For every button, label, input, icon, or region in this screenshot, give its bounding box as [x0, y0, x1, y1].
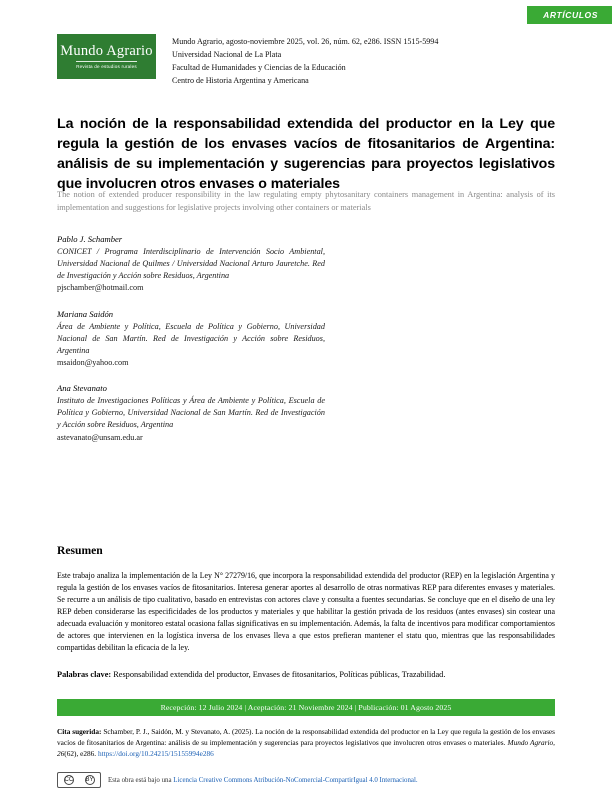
author-email[interactable]: astevanato@unsam.edu.ar [57, 432, 143, 442]
author-affiliation: CONICET / Programa Interdisciplinario de Intervención Socio Ambiental, Universidad Nacional de Quilmes / Universidad Nacional Arturo Jauretche. Red de Investigación y Acción sobre Residuos, Argentina [57, 247, 325, 281]
journal-logo [57, 34, 156, 79]
keywords-section [57, 669, 555, 681]
license-notice [57, 772, 555, 788]
author-affiliation: Instituto de Investigaciones Políticas y Área de Ambiente y Política, Escuela de Política y Gobierno, Universidad Nacional de San Martín. Red de Investigación y Acción sobre Residuos, Argentina [57, 396, 325, 430]
author-email[interactable]: pjschamber@hotmail.com [57, 283, 144, 293]
author-entry [57, 309, 325, 370]
author-entry [57, 234, 325, 295]
keywords-list: Responsabilidad extendida del productor, Envases de fitosanitarios, Políticas públicas, Trazabilidad. [113, 670, 446, 679]
keywords-label: Palabras clave: [57, 670, 112, 679]
section-ribbon: ARTÍCULOS [527, 6, 612, 24]
journal-meta-line-2: Universidad Nacional de La Plata [172, 50, 282, 60]
abstract-heading: Resumen [57, 544, 103, 557]
license-prefix: Esta obra está bajo una [108, 776, 172, 784]
suggested-citation [57, 727, 555, 760]
masthead [57, 34, 557, 87]
journal-metadata [172, 34, 438, 87]
author-name: Mariana Saidón [57, 308, 114, 319]
citation-text: Schamber, P. J., Saidón, M. y Stevanato, A. (2025). La noción de la responsabilidad extendida del productor en la Ley que regula la gestión de los envases vacíos de fitosanitarios de Argentina: análisis de su implementación y sugerencias para proyectos legislativos que involucren otros envases o materiales. [57, 727, 556, 747]
author-email[interactable]: msaidon@yahoo.com [57, 357, 129, 367]
author-entry [57, 383, 325, 444]
journal-meta-line-4: Centro de Historia Argentina y Americana [172, 76, 309, 86]
journal-logo-title: Mundo Agrario [60, 42, 153, 59]
author-name: Ana Stevanato [57, 383, 107, 394]
journal-meta-line-3: Facultad de Humanidades y Ciencias de la Educación [172, 63, 346, 73]
citation-label: Cita sugerida: [57, 727, 102, 736]
citation-journal: Mundo Agrario, 26 [57, 737, 555, 758]
cc-mark-icon: CC [64, 777, 74, 783]
citation-doi-link[interactable]: https://doi.org/10.24215/15155994e286 [97, 748, 214, 758]
license-link[interactable]: Licencia Creative Commons Atribución-NoComercial-CompartirIgual 4.0 Internacional. [173, 776, 418, 784]
article-title-spanish: La noción de la responsabilidad extendida del productor en la Ley que regula la gestión de los envases vacíos de fitosanitarios de Argentina: análisis de su implementación y sugerencias para proyectos legislativos que involucren otros envases o materiales [57, 115, 555, 193]
cc-by-mark-icon: BY [85, 777, 94, 783]
journal-logo-subtitle: Revista de estudios rurales [76, 61, 137, 69]
author-name: Pablo J. Schamber [57, 234, 123, 244]
citation-issue: (62), e286. [64, 748, 97, 758]
journal-meta-line-1: Mundo Agrario, agosto-noviembre 2025, vol. 26, núm. 62, e286. ISSN 1515-5994 [172, 37, 439, 46]
abstract-body: Este trabajo analiza la implementación de la Ley N° 27279/16, que incorpora la responsabilidad extendida del productor (REP) en la legislación Argentina y regula la gestión de los envases vacíos de fitosanitarios. Interesa generar aportes al desarrollo de otras normativas REP para diferentes envases y materiales. Se recurre a un análisis de tipo cualitativo, basado en entrevistas con actores clave y consulta a fuentes secundarias. Se concluye que en el diseño de una ley REP deben considerarse las especificidades de los productos y materiales y que habilitar la gestión privada de los residuos (antes envases) sin costear una adecuada evaluación y monitoreo estatal ocasiona fallas significativas en su implementación. Además, la falta de incentivos para modificar comportamientos de actores que intervienen en la logística inversa de los envases lleva a que estos prefieran mantener el statu quo, mientras que las responsabilidades compartidas debilitan la eficacia de la ley. [57, 571, 555, 653]
article-title-english: The notion of extended producer responsibility in the law regulating empty phytosanitary containers management in Argentina: analysis of its implementation and suggestions for legislative projects involving other containers or materials [57, 190, 555, 213]
publication-dates-bar: Recepción: 12 Julio 2024 | Aceptación: 21 Noviembre 2024 | Publicación: 01 Agosto 2025 [57, 699, 555, 716]
creative-commons-icon [57, 772, 101, 788]
author-list [57, 234, 325, 458]
author-affiliation: Área de Ambiente y Política, Escuela de Política y Gobierno, Universidad Nacional de San Martín. Red de Investigación y Acción sobre Residuos, Argentina [57, 321, 325, 355]
